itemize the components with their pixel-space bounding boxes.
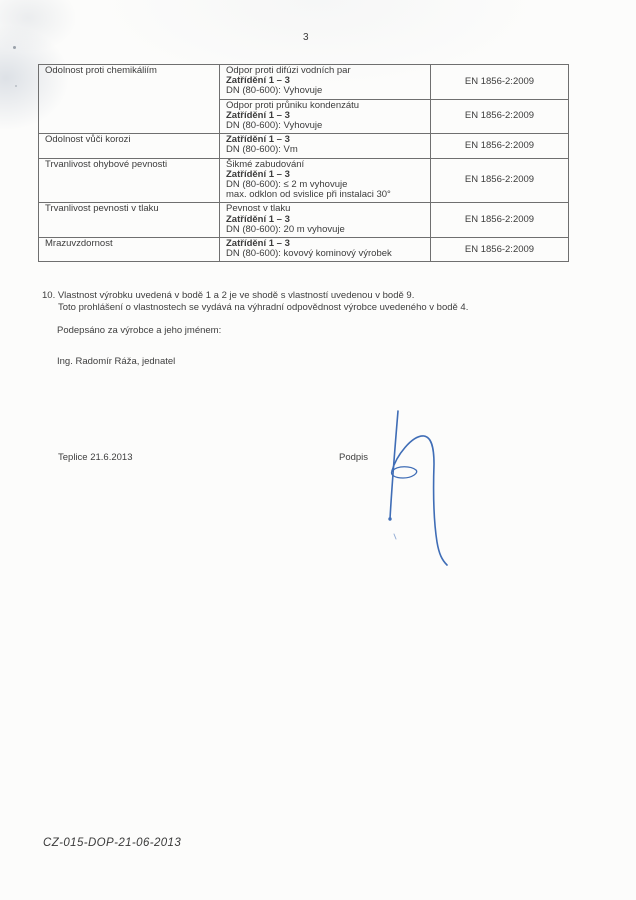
detail-line: DN (80-600): 20 m vyhovuje <box>226 223 345 235</box>
footer-document-code: CZ-015-DOP-21-06-2013 <box>43 837 182 849</box>
detail-line: DN (80-600): Vyhovuje <box>226 85 323 97</box>
detail-line: Zatřídění 1 – 3 <box>226 238 290 250</box>
scan-speck <box>15 85 17 87</box>
property-label: Odolnost vůči korozi <box>45 134 131 146</box>
table-row <box>39 158 569 203</box>
property-cell <box>39 65 220 134</box>
property-label: Trvanlivost pevnosti v tlaku <box>45 203 159 215</box>
signed-statement: Podepsáno za výrobce a jeho jménem: <box>57 325 222 336</box>
detail-line: DN (80-600): kovový kominový výrobek <box>226 248 392 260</box>
detail-line: Zatřídění 1 – 3 <box>226 109 290 121</box>
table-row <box>39 134 569 158</box>
signature-label: Podpis <box>339 452 369 463</box>
paragraph-10-line2: Toto prohlášení o vlastnostech se vydává na výhradní odpovědnost výrobce uvedeného v bodě 4. <box>58 301 469 313</box>
paragraph-10-line1: 10. Vlastnost výrobku uvedená v bodě 1 a 2 je ve shodě s vlastností uvedenou v bodě 9. <box>42 290 415 301</box>
detail-cell <box>220 134 431 158</box>
detail-line: Odpor proti průniku kondenzátu <box>226 99 360 111</box>
detail-line: Odpor proti difúzi vodních par <box>226 65 351 76</box>
signatory-name: Ing. Radomír Ráža, jednatel <box>57 356 176 367</box>
signature-stroke <box>392 436 447 565</box>
detail-line: DN (80-600): Vm <box>226 144 298 156</box>
property-label: Trvanlivost ohybové pevnosti <box>45 158 168 170</box>
detail-cell <box>220 203 431 238</box>
property-label: Mrazuvzdornost <box>45 238 113 250</box>
property-cell <box>39 158 220 203</box>
standard-cell: EN 1856-2:2009 <box>431 65 569 100</box>
detail-cell <box>220 158 431 203</box>
detail-line: Zatřídění 1 – 3 <box>226 134 290 146</box>
property-label: Odolnost proti chemikáliím <box>45 65 157 76</box>
properties-table <box>38 64 569 262</box>
standard-cell: EN 1856-2:2009 <box>431 203 569 238</box>
detail-line: DN (80-600): Vyhovuje <box>226 120 323 132</box>
detail-line: Pevnost v tlaku <box>226 203 291 215</box>
property-cell <box>39 238 220 262</box>
property-cell <box>39 203 220 238</box>
standard-cell: EN 1856-2:2009 <box>431 158 569 203</box>
standard-cell: EN 1856-2:2009 <box>431 238 569 262</box>
signature-stroke <box>392 467 417 478</box>
detail-line: Šikmé zabudování <box>226 158 305 170</box>
signature-ink-dot <box>388 517 391 520</box>
table-row <box>39 203 569 238</box>
table-row <box>39 65 569 100</box>
signature-ink-fleck <box>394 534 396 539</box>
detail-cell <box>220 238 431 262</box>
property-cell <box>39 134 220 158</box>
detail-line: Zatřídění 1 – 3 <box>226 168 290 180</box>
detail-cell <box>220 65 431 100</box>
detail-cell <box>220 99 431 134</box>
place-date: Teplice 21.6.2013 <box>58 452 133 463</box>
standard-cell: EN 1856-2:2009 <box>431 99 569 134</box>
page-number: 3 <box>303 32 309 43</box>
standard-cell: EN 1856-2:2009 <box>431 134 569 158</box>
detail-line: Zatřídění 1 – 3 <box>226 75 290 87</box>
scan-speck <box>13 46 16 49</box>
signature-stroke <box>390 411 398 519</box>
detail-line: Zatřídění 1 – 3 <box>226 213 290 225</box>
paragraph-10 <box>42 291 468 314</box>
table-row <box>39 238 569 262</box>
detail-line: DN (80-600): ≤ 2 m vyhovuje <box>226 179 348 191</box>
detail-line: max. odklon od svislice při instalaci 30° <box>226 189 391 201</box>
